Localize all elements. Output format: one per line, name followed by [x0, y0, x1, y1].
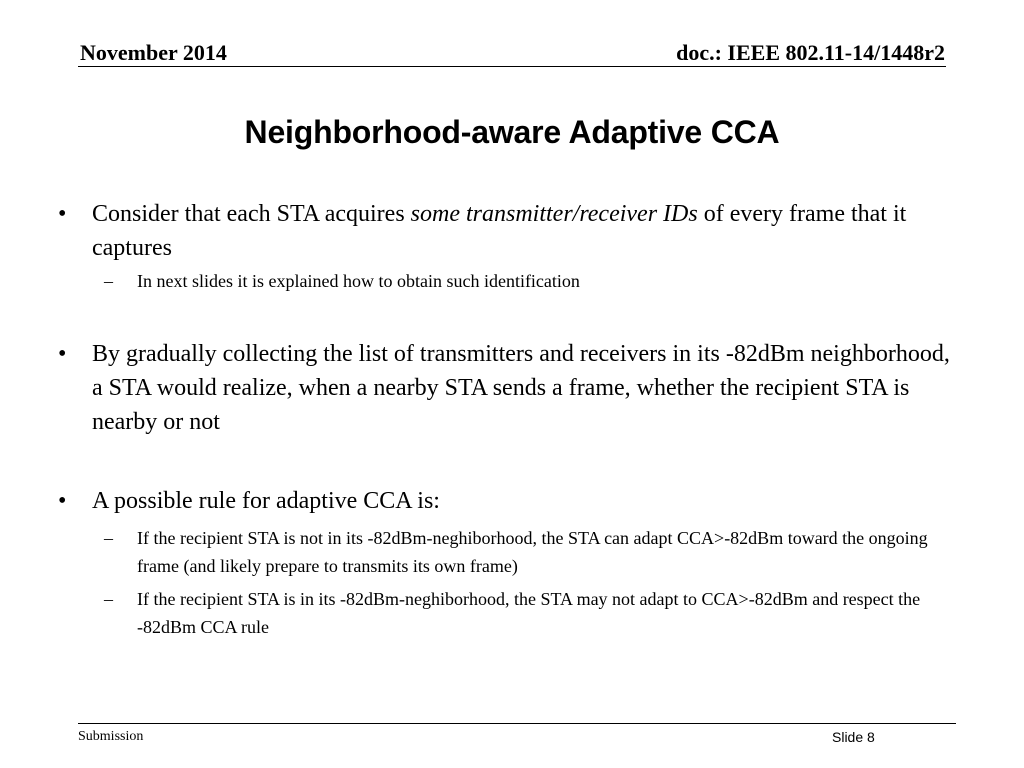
bullet-1-text — [92, 197, 952, 265]
sub-bullet-marker: – — [104, 528, 113, 548]
bullet-3-sub-2-text: If the recipient STA is in its -82dBm-neghiborhood, the STA may not adapt to CCA>-82dBm and respect the -82dBm CCA rule — [137, 589, 921, 637]
bullet-2-text: By gradually collecting the list of transmitters and receivers in its -82dBm neighborhood, a STA would realize, when a nearby STA sends a frame, whether the recipient STA is nearby or not — [92, 341, 950, 435]
slide-title: Neighborhood-aware Adaptive CCA — [244, 114, 780, 150]
sub-bullet-marker: – — [104, 271, 113, 291]
bullet-marker: • — [58, 201, 67, 227]
bullet-1-text-start: Consider that each STA acquires — [92, 201, 411, 227]
bullet-3-sub-1-text: If the recipient STA is not in its -82dBm-neghiborhood, the STA can adapt CCA>-82dBm toward the ongoing frame (and likely prepare to transmits its own frame) — [137, 528, 928, 576]
header-doc-id: doc.: IEEE 802.11-14/1448r2 — [676, 40, 945, 65]
header-date: November 2014 — [80, 40, 227, 65]
bullet-marker: • — [58, 341, 67, 367]
sub-bullet-marker: – — [104, 589, 113, 609]
footer-slide-number: Slide 8 — [832, 729, 875, 745]
bullet-1-sub-1-text: In next slides it is explained how to obtain such identification — [137, 271, 580, 291]
footer-divider — [78, 723, 956, 724]
bullet-1-text-end: of every frame that it captures — [92, 201, 907, 261]
bullet-marker: • — [58, 488, 67, 514]
header-divider — [78, 66, 946, 67]
bullet-1-text-italic: some transmitter/receiver IDs — [410, 201, 698, 227]
footer-submission: Submission — [78, 729, 144, 744]
bullet-3-text: A possible rule for adaptive CCA is: — [92, 488, 440, 514]
